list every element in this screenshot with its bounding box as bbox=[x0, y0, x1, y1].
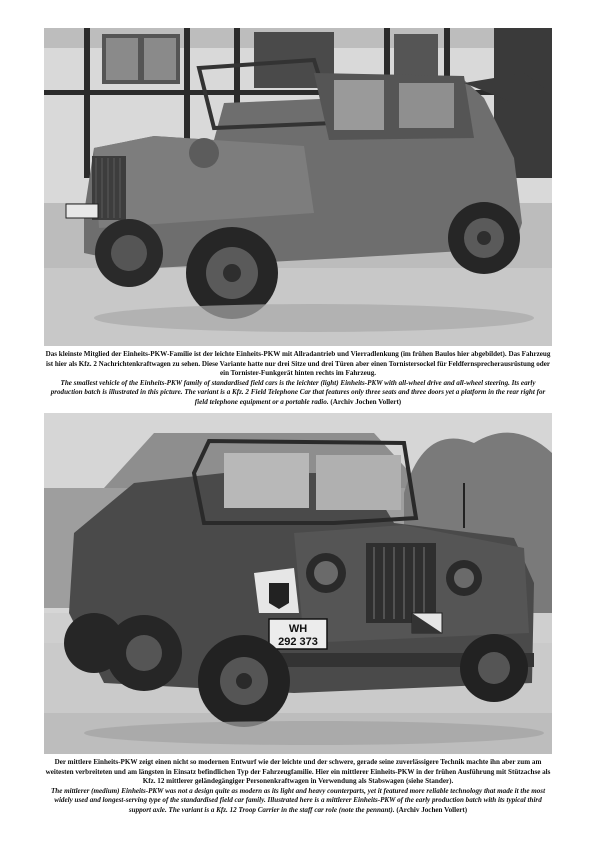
caption1-german: Das kleinste Mitglied der Einheits-PKW-Familie ist der leichte Einheits-PKW mit Allradantrieb und Vierradlenkung (im frühen Baulos hier abgebildet). Das Fahrzeug ist hier als Kfz. 2 Nachrichtenkraftwagen zu sehen. Diese Variante hatte nur drei Sitze und drei Türen aber einen Tornistersockel für Feldfernsprecherausrüstung oder ein Tornister-Funkgerät hinten rechts im Fahrzeug. bbox=[45, 350, 551, 378]
caption2-english-text: The mittlerer (medium) Einheits-PKW was not a design quite as modern as its light and heavy counterparts, yet it featured more reliable technology that made it the most widely used and longest-serving type of the standardised field car family. Illustrated here is a mittlerer Einheits-PKW of the early production batch with its typical third support axle. The variant is a Kfz. 12 Troop Carrier in the staff car role (note the pennant). bbox=[50, 786, 546, 814]
caption1-english bbox=[44, 379, 552, 408]
caption2-german: Der mittlere Einheits-PKW zeigt einen nicht so modernen Entwurf wie der leichte und der schwere, gerade seine zuverlässigere Technik machte ihn aber zum am weitesten verbreiteten und am längsten in Einsatz befindlichen Typ der Fahrzeugfamilie. Hier ein mittlerer Einheits-PKW in der frühen Ausführung mit Stützachse als Kfz. 12 mittlerer geländegängiger Personenkraftwagen in Verwendung als Stabswagen (siehe Stander). bbox=[45, 758, 551, 786]
license-plate-prefix: WH bbox=[288, 623, 308, 635]
caption2-english bbox=[44, 787, 552, 816]
caption2-credit: (Archiv Jochen Vollert) bbox=[396, 805, 468, 814]
caption1-credit: (Archiv Jochen Vollert) bbox=[330, 397, 402, 406]
photo-light-einheits-pkw bbox=[44, 28, 552, 346]
photo-medium-einheits-pkw-image bbox=[44, 413, 552, 754]
caption-medium-einheits-pkw bbox=[44, 758, 552, 816]
photo-light-einheits-pkw-image bbox=[44, 28, 552, 346]
license-plate-number: 292 373 bbox=[278, 636, 318, 648]
photo-medium-einheits-pkw bbox=[44, 413, 552, 754]
caption-light-einheits-pkw bbox=[44, 350, 552, 408]
caption1-english-text: The smallest vehicle of the Einheits-PKW family of standardised field cars is the leichter (light) Einheits-PKW with all-wheel drive and all-wheel steering. Its early production batch is illustrated in this picture. The variant is a Kfz. 2 Field Telephone Car that features only three seats and three doors yet a platform in the rear right for field telephone equipment or a portable radio. bbox=[50, 378, 546, 406]
